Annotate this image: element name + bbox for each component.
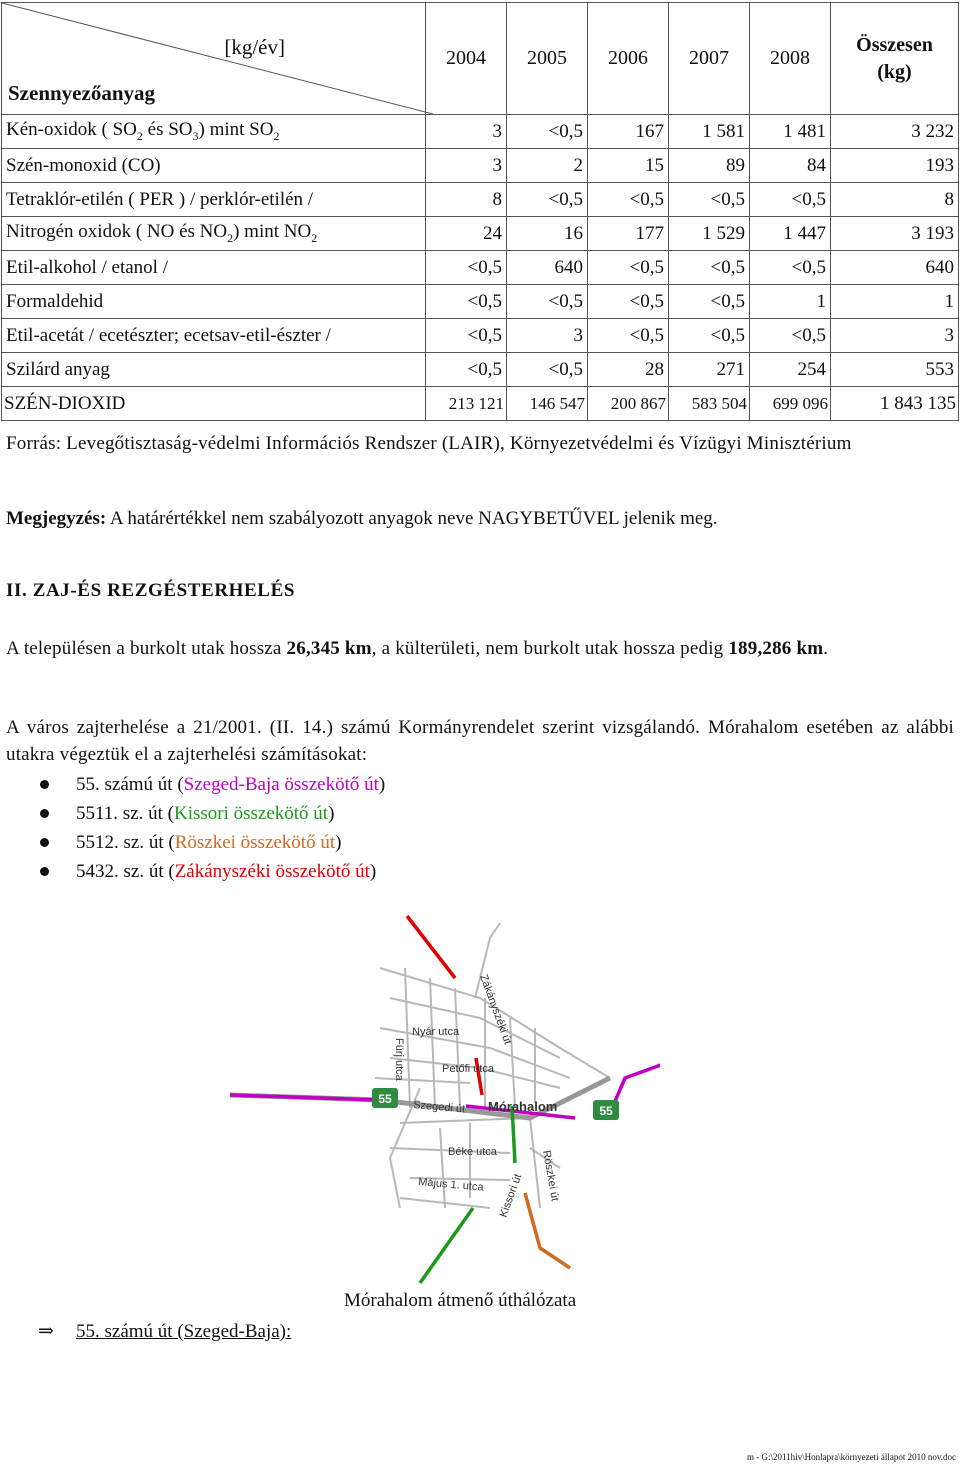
road55-heading xyxy=(38,1320,291,1343)
year-header: 2006 xyxy=(588,3,669,115)
table-cell: 640 xyxy=(507,251,588,285)
highlight-zakanyszek-road xyxy=(407,916,455,978)
bullet-icon xyxy=(40,867,49,876)
table-cell: <0,5 xyxy=(426,285,507,319)
table-cell: <0,5 xyxy=(426,319,507,353)
table-cell-total: 1 843 135 xyxy=(831,387,959,421)
road-name: Szeged-Baja összekötő út xyxy=(183,774,379,795)
unit-header: [kg/év] xyxy=(224,35,285,59)
table-cell: 177 xyxy=(588,217,669,251)
table-row xyxy=(2,183,959,217)
total-header xyxy=(831,3,959,115)
list-item: 55. számú út (Szeged-Baja összekötő út) xyxy=(6,770,385,799)
table-cell: 254 xyxy=(750,353,831,387)
table-header-row xyxy=(2,3,959,115)
total-header-line1: Összesen xyxy=(856,33,933,56)
section-title: II. ZAJ-ÉS REZGÉSTERHELÉS xyxy=(6,580,296,601)
substance-name: Etil-acetát / ecetészter; ecetsav-etil-észter / xyxy=(2,319,426,353)
map-caption: Mórahalom átmenő úthálózata xyxy=(344,1290,577,1311)
map-label-zakanyszeki: Zákányszéki út xyxy=(477,972,514,1046)
table-cell: <0,5 xyxy=(750,251,831,285)
table-row xyxy=(2,319,959,353)
table-cell-total: 193 xyxy=(831,149,959,183)
table-row xyxy=(2,251,959,285)
road-name: Zákányszéki összekötő út xyxy=(174,861,370,882)
table-cell-total: 3 193 xyxy=(831,217,959,251)
map-label-beke: Béke utca xyxy=(448,1146,497,1158)
table-cell: 8 xyxy=(426,183,507,217)
table-row xyxy=(2,285,959,319)
table-cell-total: 8 xyxy=(831,183,959,217)
note xyxy=(6,508,718,530)
unpaved-length: 189,286 km xyxy=(728,638,824,659)
table-cell: <0,5 xyxy=(588,183,669,217)
substance-name: Szén-monoxid (CO) xyxy=(2,149,426,183)
table-cell: 271 xyxy=(669,353,750,387)
table-cell: <0,5 xyxy=(507,353,588,387)
table-cell-total: 640 xyxy=(831,251,959,285)
table-cell: 1 xyxy=(750,285,831,319)
note-label: Megjegyzés: xyxy=(6,508,107,529)
substance-name: Szilárd anyag xyxy=(2,353,426,387)
table-cell-total: 3 xyxy=(831,319,959,353)
implies-arrow-icon: ⇒ xyxy=(38,1321,54,1342)
table-cell: 3 xyxy=(426,149,507,183)
list-item: 5511. sz. út (Kissori összekötő út) xyxy=(6,799,385,828)
road55-label: 55. számú út (Szeged-Baja): xyxy=(76,1321,292,1342)
table-cell-total: 553 xyxy=(831,353,959,387)
list-item: 5512. sz. út (Röszkei összekötő út) xyxy=(6,828,385,857)
table-row xyxy=(2,353,959,387)
table-cell: 1 529 xyxy=(669,217,750,251)
bullet-icon xyxy=(40,780,49,789)
table-cell: 2 xyxy=(507,149,588,183)
table-cell: <0,5 xyxy=(507,115,588,149)
substance-name: Nitrogén oxidok ( NO és $NO_2$) mint $NO_2$ xyxy=(2,217,426,251)
table-cell: 24 xyxy=(426,217,507,251)
table-cell: <0,5 xyxy=(507,285,588,319)
table-cell: <0,5 xyxy=(669,251,750,285)
road-sign-55-right-text: 55 xyxy=(599,1104,613,1118)
substance-name: Kén-oxidok ( $SO_2$ és $SO_3$) mint $SO_2$ xyxy=(2,115,426,149)
map-label-petofi: Petőfi utca xyxy=(442,1063,494,1075)
table-cell: 84 xyxy=(750,149,831,183)
table-cell: <0,5 xyxy=(669,319,750,353)
table-cell: 16 xyxy=(507,217,588,251)
map-label-roszkei: Röszkei út xyxy=(540,1149,561,1203)
table-row xyxy=(2,149,959,183)
road-list xyxy=(6,770,385,886)
source-citation: Forrás: Levegőtisztaság-védelmi Információs Rendszer (LAIR), Környezetvédelmi és Vízügyi Minisztérium xyxy=(6,433,852,454)
table-cell: 167 xyxy=(588,115,669,149)
list-item: 5432. sz. út (Zákányszéki összekötő út) xyxy=(6,857,385,886)
table-cell: 3 xyxy=(507,319,588,353)
total-header-line2: (kg) xyxy=(877,60,912,83)
road-sign-55-left-text: 55 xyxy=(378,1092,392,1106)
map-label-furj: Fürj utca xyxy=(393,1038,405,1081)
table-cell: 15 xyxy=(588,149,669,183)
substance-name: Etil-alkohol / etanol / xyxy=(2,251,426,285)
year-header: 2005 xyxy=(507,3,588,115)
table-cell: <0,5 xyxy=(507,183,588,217)
table-cell: 89 xyxy=(669,149,750,183)
table-cell: 583 504 xyxy=(669,387,750,421)
emission-table xyxy=(1,2,959,421)
table-cell: <0,5 xyxy=(750,319,831,353)
year-header: 2007 xyxy=(669,3,750,115)
substance-name: SZÉN-DIOXID xyxy=(2,387,426,421)
table-cell: 146 547 xyxy=(507,387,588,421)
table-cell: 200 867 xyxy=(588,387,669,421)
highlight-szeged-road xyxy=(230,1095,380,1100)
table-cell: 213 121 xyxy=(426,387,507,421)
diagonal-header-cell xyxy=(2,3,426,115)
table-cell: 1 581 xyxy=(669,115,750,149)
table-cell: <0,5 xyxy=(669,183,750,217)
map-label-town: Mórahalom xyxy=(488,1099,558,1114)
table-cell: <0,5 xyxy=(588,319,669,353)
map-label-nyar: Nyár utca xyxy=(412,1026,460,1038)
table-row xyxy=(2,217,959,251)
paved-length: 26,345 km xyxy=(286,638,372,659)
bullet-icon xyxy=(40,838,49,847)
table-cell: <0,5 xyxy=(750,183,831,217)
table-row xyxy=(2,387,959,421)
table-cell: 3 xyxy=(426,115,507,149)
table-cell-total: 3 232 xyxy=(831,115,959,149)
map-label-majus: Május 1. utca xyxy=(417,1176,484,1194)
table-cell: <0,5 xyxy=(588,285,669,319)
year-header: 2008 xyxy=(750,3,831,115)
table-row xyxy=(2,115,959,149)
table-cell-total: 1 xyxy=(831,285,959,319)
table-cell: <0,5 xyxy=(426,251,507,285)
table-cell: 28 xyxy=(588,353,669,387)
town-road-map xyxy=(230,908,660,1288)
note-text: A határértékkel nem szabályozott anyagok neve NAGYBETŰVEL jelenik meg. xyxy=(106,508,718,529)
table-cell: <0,5 xyxy=(426,353,507,387)
road-length-paragraph: A településen a burkolt utak hossza 26,345 km, a külterületi, nem burkolt utak hossza pedig 189,286 km. xyxy=(6,638,829,659)
map-label-szegedi: Szegedi út xyxy=(412,1099,466,1116)
road-name: Röszkei összekötő út xyxy=(174,832,336,853)
table-cell: <0,5 xyxy=(669,285,750,319)
map-label-kissori: Kissori út xyxy=(497,1172,525,1220)
table-cell: 699 096 xyxy=(750,387,831,421)
highlight-kissor-road-2 xyxy=(420,1208,473,1283)
substance-name: Tetraklór-etilén ( PER ) / perklór-etilén / xyxy=(2,183,426,217)
bullet-icon xyxy=(40,809,49,818)
year-header: 2004 xyxy=(426,3,507,115)
road-name: Kissori összekötő út xyxy=(173,803,329,824)
highlight-roszke-road xyxy=(525,1193,570,1268)
table-cell: 1 447 xyxy=(750,217,831,251)
table-cell: 1 481 xyxy=(750,115,831,149)
footer-path: m - G:\2011hiv\Honlapra\környezeti állapot 2010 nov.doc xyxy=(746,1452,956,1462)
table-cell: <0,5 xyxy=(588,251,669,285)
noise-paragraph: A város zajterhelése a 21/2001. (II. 14.) számú Kormányrendelet szerint vizsgálandó. Mórahalom esetében az alábbi utakra végeztük el a zajterhelési számításokat: xyxy=(6,717,954,765)
substance-name: Formaldehid xyxy=(2,285,426,319)
substance-header: Szennyezőanyag xyxy=(8,81,155,105)
